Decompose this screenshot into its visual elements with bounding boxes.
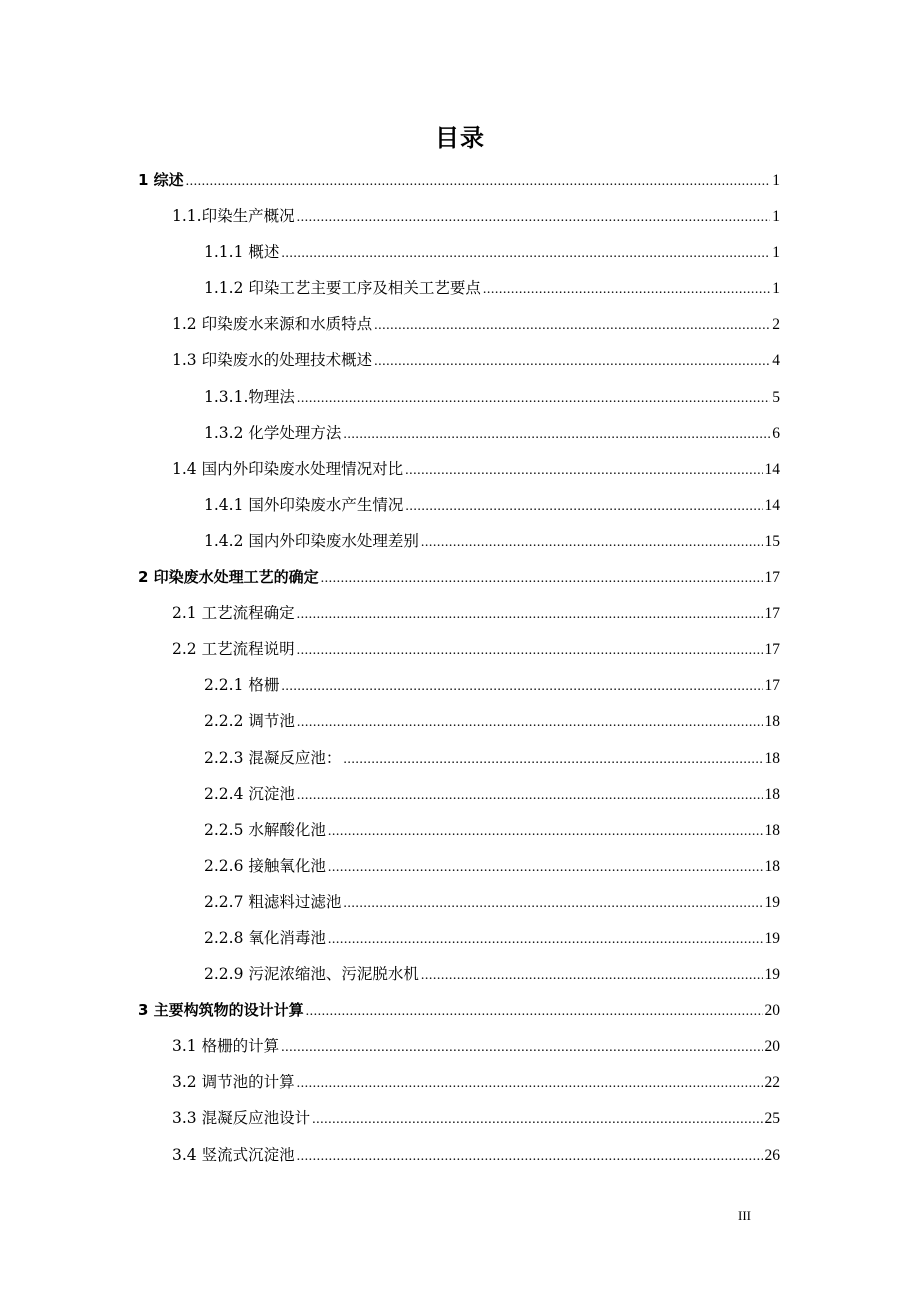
toc-entry-title: 2.2.4 沉淀池	[204, 784, 295, 803]
toc-entry[interactable]	[138, 523, 780, 559]
toc-entry-page-number: 19	[764, 966, 780, 984]
toc-entry[interactable]	[138, 631, 780, 667]
toc-dot-leader	[421, 525, 763, 561]
toc-dot-leader	[328, 814, 763, 850]
toc-entry[interactable]	[138, 956, 780, 992]
toc-entry[interactable]	[138, 1100, 780, 1136]
toc-entry-title: 2 印染废水处理工艺的确定	[138, 568, 319, 587]
toc-dot-leader	[343, 886, 762, 922]
toc-entry-page-number: 19	[764, 893, 780, 911]
toc-dot-leader	[281, 669, 762, 705]
toc-entry[interactable]	[138, 559, 780, 595]
toc-dot-leader	[374, 344, 770, 380]
toc-dot-leader	[312, 1102, 762, 1138]
toc-entry[interactable]	[138, 451, 780, 487]
toc-dot-leader	[405, 489, 762, 525]
toc-dot-leader	[297, 633, 763, 669]
toc-dot-leader	[421, 958, 763, 994]
toc-entry[interactable]	[138, 415, 780, 451]
toc-dot-leader	[297, 1066, 763, 1102]
toc-entry-title: 1.1.印染生产概况	[172, 207, 295, 226]
toc-dot-leader	[374, 308, 770, 344]
toc-entry-title: 1.1.2 印染工艺主要工序及相关工艺要点	[204, 279, 481, 298]
toc-entry-title: 1 综述	[138, 171, 184, 189]
toc-entry-title: 1.4 国内外印染废水处理情况对比	[172, 459, 404, 478]
toc-entry[interactable]	[138, 920, 780, 956]
toc-dot-leader	[306, 994, 763, 1030]
toc-entry-title: 2.2.8 氧化消毒池	[204, 928, 326, 947]
toc-entry[interactable]	[138, 848, 780, 884]
toc-dot-leader	[297, 597, 763, 633]
toc-entry-page-number: 17	[764, 569, 780, 587]
toc-entry[interactable]	[138, 270, 780, 306]
toc-dot-leader	[186, 164, 771, 200]
toc-dot-leader	[328, 922, 763, 958]
toc-entry-page-number: 2	[772, 316, 780, 334]
toc-entry-title: 2.1 工艺流程确定	[172, 604, 295, 623]
toc-dot-leader	[297, 1139, 763, 1175]
toc-entry[interactable]	[138, 342, 780, 378]
toc-entry-page-number: 1	[772, 208, 780, 226]
toc-entry-page-number: 18	[764, 713, 780, 731]
toc-entry-page-number: 1	[772, 172, 780, 189]
toc-entry-page-number: 14	[764, 460, 780, 478]
toc-entry-page-number: 25	[764, 1110, 780, 1128]
toc-entry-page-number: 22	[764, 1074, 780, 1092]
toc-entry-title: 1.1.1 概述	[204, 243, 280, 262]
toc-entry-title: 2.2.9 污泥浓缩池、污泥脱水机	[204, 965, 419, 984]
toc-entry-title: 3 主要构筑物的设计计算	[138, 1001, 304, 1020]
toc-entry-title: 3.2 调节池的计算	[172, 1073, 295, 1092]
toc-entry-page-number: 1	[772, 244, 780, 262]
toc-entry[interactable]	[138, 306, 780, 342]
toc-entry-title: 1.4.2 国内外印染废水处理差别	[204, 531, 419, 550]
toc-dot-leader	[281, 236, 770, 272]
toc-entry-page-number: 26	[764, 1146, 780, 1164]
footer-page-number: III	[738, 1208, 751, 1223]
toc-dot-leader	[281, 1030, 762, 1066]
toc-entry-page-number: 20	[764, 1038, 780, 1056]
toc-entry[interactable]	[138, 487, 780, 523]
toc-entry-page-number: 20	[764, 1002, 780, 1020]
toc-dot-leader	[297, 778, 763, 814]
table-of-contents	[138, 162, 780, 1173]
toc-entry-title: 2.2.7 粗滤料过滤池	[204, 892, 342, 911]
toc-dot-leader	[328, 850, 763, 886]
toc-entry-title: 1.3.2 化学处理方法	[204, 423, 342, 442]
toc-entry-page-number: 15	[764, 532, 780, 550]
toc-dot-leader	[321, 561, 763, 597]
toc-dot-leader	[343, 417, 770, 453]
toc-entry-page-number: 17	[764, 605, 780, 623]
toc-entry-title: 2.2 工艺流程说明	[172, 640, 295, 659]
toc-entry[interactable]	[138, 162, 780, 198]
toc-entry[interactable]	[138, 1028, 780, 1064]
toc-dot-leader	[343, 742, 762, 778]
toc-entry[interactable]	[138, 812, 780, 848]
toc-entry-title: 1.2 印染废水来源和水质特点	[172, 315, 373, 334]
toc-entry-title: 3.4 竖流式沉淀池	[172, 1145, 295, 1164]
toc-entry[interactable]	[138, 667, 780, 703]
page-title: 目录	[435, 124, 485, 152]
toc-entry-page-number: 1	[772, 280, 780, 298]
toc-entry-page-number: 19	[764, 929, 780, 947]
toc-entry-title: 2.2.1 格栅	[204, 676, 280, 695]
toc-entry-page-number: 4	[772, 352, 780, 370]
toc-entry[interactable]	[138, 595, 780, 631]
toc-entry-title: 1.3.1.物理法	[204, 387, 295, 406]
toc-entry[interactable]	[138, 198, 780, 234]
toc-entry-page-number: 18	[764, 857, 780, 875]
toc-entry-title: 2.2.2 调节池	[204, 712, 295, 731]
toc-entry-page-number: 18	[764, 821, 780, 839]
toc-entry-title: 2.2.3 混凝反应池：	[204, 748, 342, 767]
toc-entry-page-number: 5	[772, 388, 780, 406]
toc-entry-title: 2.2.5 水解酸化池	[204, 820, 326, 839]
toc-entry[interactable]	[138, 1064, 780, 1100]
toc-entry-page-number: 18	[764, 749, 780, 767]
toc-entry-title: 1.4.1 国外印染废水产生情况	[204, 495, 404, 514]
toc-entry[interactable]	[138, 992, 780, 1028]
toc-entry-title: 2.2.6 接触氧化池	[204, 856, 326, 875]
toc-dot-leader	[483, 272, 770, 308]
toc-dot-leader	[405, 453, 762, 489]
toc-entry[interactable]	[138, 884, 780, 920]
toc-entry-title: 1.3 印染废水的处理技术概述	[172, 351, 373, 370]
toc-entry[interactable]	[138, 234, 780, 270]
toc-dot-leader	[297, 705, 763, 741]
toc-entry[interactable]	[138, 1137, 780, 1173]
toc-entry-page-number: 17	[764, 677, 780, 695]
toc-entry[interactable]	[138, 703, 780, 739]
toc-entry[interactable]	[138, 379, 780, 415]
toc-entry-page-number: 6	[772, 424, 780, 442]
toc-entry[interactable]	[138, 776, 780, 812]
toc-entry-page-number: 14	[764, 496, 780, 514]
toc-dot-leader	[297, 200, 771, 236]
toc-entry-page-number: 17	[764, 641, 780, 659]
toc-entry-title: 3.3 混凝反应池设计	[172, 1109, 311, 1128]
toc-entry[interactable]	[138, 740, 780, 776]
toc-entry-page-number: 18	[764, 785, 780, 803]
toc-entry-title: 3.1 格栅的计算	[172, 1037, 280, 1056]
toc-dot-leader	[297, 381, 770, 417]
